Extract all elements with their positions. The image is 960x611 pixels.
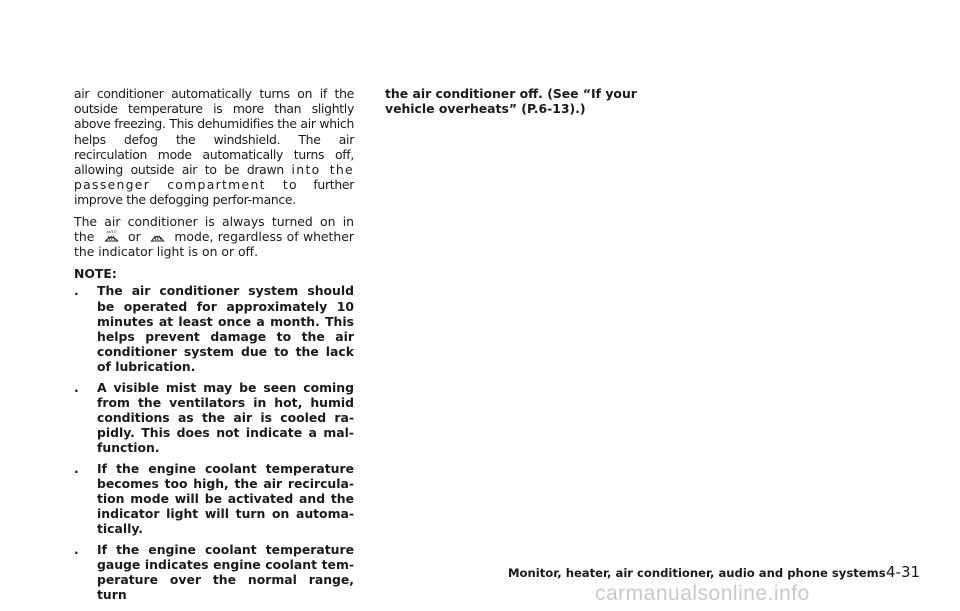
note-heading: NOTE: <box>74 266 117 282</box>
page-number: 4-31 <box>886 563 921 581</box>
watermark: carmanualsonline.info <box>595 582 810 605</box>
note-list <box>74 283 354 602</box>
note-item: . A visible mist may be seen coming from the ventilators in hot, humid conditions as the air is cooled ra-pidly. This does not indicate a mal-function. <box>74 379 354 456</box>
left-column <box>74 86 354 608</box>
paragraph-always-on: The air conditioner is always turned on in the AUTO or mode, regardless of whether the indicator light is on or off. <box>74 213 354 260</box>
front-defrost-auto-icon <box>103 229 120 244</box>
front-defrost-icon <box>149 229 166 244</box>
section-title: Monitor, heater, air conditioner, audio and phone systems <box>508 566 886 580</box>
bullet: . <box>74 379 79 395</box>
note-item: . If the engine coolant temperature gauge indicates engine coolant tem-perature over the normal range, turn <box>74 541 354 603</box>
bullet: . <box>74 283 79 299</box>
continued-note-text: the air conditioner off. (See “If your vehicle overheats” (P.6-13).) <box>385 86 637 117</box>
right-column <box>385 86 685 116</box>
paragraph-defog-line: into the passenger compartment to <box>74 162 354 193</box>
bullet: . <box>74 541 79 557</box>
bullet: . <box>74 460 79 476</box>
note-item: . If the engine coolant temperature becomes too high, the air recircula-tion mode will be activated and the indicator light will turn on automa-tically. <box>74 460 354 537</box>
svg-text:AUTO: AUTO <box>106 229 117 234</box>
note-item: . The air conditioner system should be operated for approximately 10 minutes at least once a month. This helps prevent damage to the air conditioner system due to the lack of lubrication. <box>74 283 354 375</box>
paragraph-defog: air conditioner automatically turns on if the outside temperature is more than slightly above freezing. This dehumidifies the air which helps defog the windshield. The air recirculation mode automatically turns off, allowing outside air to be drawn into the passenger compartment to further improve the defogging perfor-mance. <box>74 86 354 208</box>
